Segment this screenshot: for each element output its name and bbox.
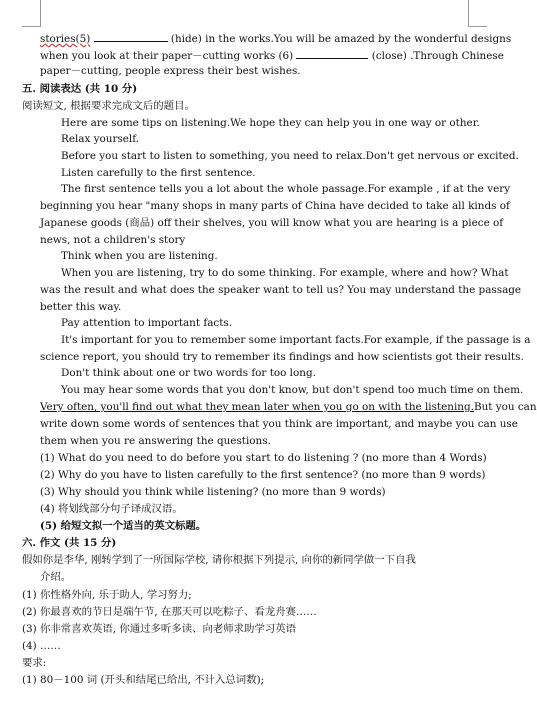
reading-passage-line: You may hear some words that you don't know, but don't spend too much time on them. [61,384,524,396]
reading-passage-line: was the result and what does the speaker want to tell us? You may understand the passage [40,284,522,296]
answer-blank-5[interactable] [94,30,168,42]
reading-passage-line: write down some words of sentences that you think are important, and maybe you can use [40,418,518,430]
reading-passage-line: Japanese goods (商品) off their shelves, you will know what you are hearing is a piece of [40,217,504,229]
section-5-title: 五. 阅读表达 (共 10 分) [22,83,138,95]
passage-text: (hide) in the works.You will be amazed by the wonderful designs [170,33,512,45]
question-item: (2) Why do you have to listen carefully to the first sentence? (no more than 9 words) [40,469,486,481]
reading-passage-line: Don't think about one or two words for too long. [61,367,316,379]
reading-passage-line [40,400,537,415]
reading-passage-line: beginning you hear "many shops in many parts of China have decided to take all kinds of [40,200,510,212]
passage-continuation-line [40,47,504,62]
question-item: (5) 给短文拟一个适当的英文标题。 [40,520,207,532]
writing-point: (1) 你性格外向, 乐于助人, 学习努力; [22,589,192,601]
reading-passage-line: science report, you should try to remember its findings and how scientists got their results. [40,351,524,363]
passage-text: (close) .Through Chinese [371,50,504,62]
reading-passage-line: Relax yourself. [61,133,140,145]
answer-blank-6[interactable] [296,47,368,59]
question-item: (1) What do you need to do before you start to do listening ? (no more than 4 Words) [40,452,487,464]
requirements-label: 要求: [22,657,47,669]
writing-prompt: 假如你是李华, 刚转学到了一所国际学校, 请你根据下列提示, 向你的新同学做一下自我 [22,554,416,566]
blank-prefix-text: stories(5) [40,33,91,45]
passage-continuation-line: paper－cutting, people express their best wishes. [40,65,301,77]
reading-passage-line: Think when you are listening. [61,250,218,262]
reading-passage-line: It's important for you to remember some important facts.For example, if the passage is a [61,334,531,346]
question-item: (4) 将划线部分句子译成汉语。 [40,503,183,515]
requirement-item: (1) 80－100 词 (开头和结尾已给出, 不计入总词数); [22,674,265,686]
reading-passage-line: news, not a children's story [40,234,186,246]
passage-text: But you can [473,401,537,413]
writing-point: (2) 你最喜欢的节日是端午节, 在那天可以吃粽子、看龙舟赛…… [22,606,317,618]
reading-passage-line: Listen carefully to the first sentence. [61,167,256,179]
reading-passage-line: Here are some tips on listening.We hope they can help you in one way or other. [61,117,480,129]
passage-text: when you look at their paper－cutting works (6) [40,50,294,62]
passage-continuation-line [40,30,512,45]
section-5-instruction: 阅读短文, 根据要求完成文后的题目。 [22,100,195,112]
question-item: (3) Why should you think while listening? (no more than 9 words) [40,486,386,498]
reading-passage-line: better this way. [40,301,122,313]
underlined-sentence: Very often, you'll find out what they mean later when you go on with the listening. [40,401,474,413]
section-6-title: 六. 作文 (共 15 分) [22,537,117,549]
writing-prompt: 介绍。 [40,571,72,583]
reading-passage-line: When you are listening, try to do some thinking. For example, where and how? What [61,267,509,279]
reading-passage-line: The first sentence tells you a lot about the whole passage.For example , if at the very [61,183,511,195]
writing-point: (4) …… [22,640,61,652]
reading-passage-line: Pay attention to important facts. [61,317,233,329]
writing-point: (3) 你非常喜欢英语, 你通过多听多读、向老师求助学习英语 [22,623,296,635]
reading-passage-line: Before you start to listen to something, you need to relax.Don't get nervous or excited. [61,150,519,162]
reading-passage-line: them when you re answering the questions. [40,435,271,447]
